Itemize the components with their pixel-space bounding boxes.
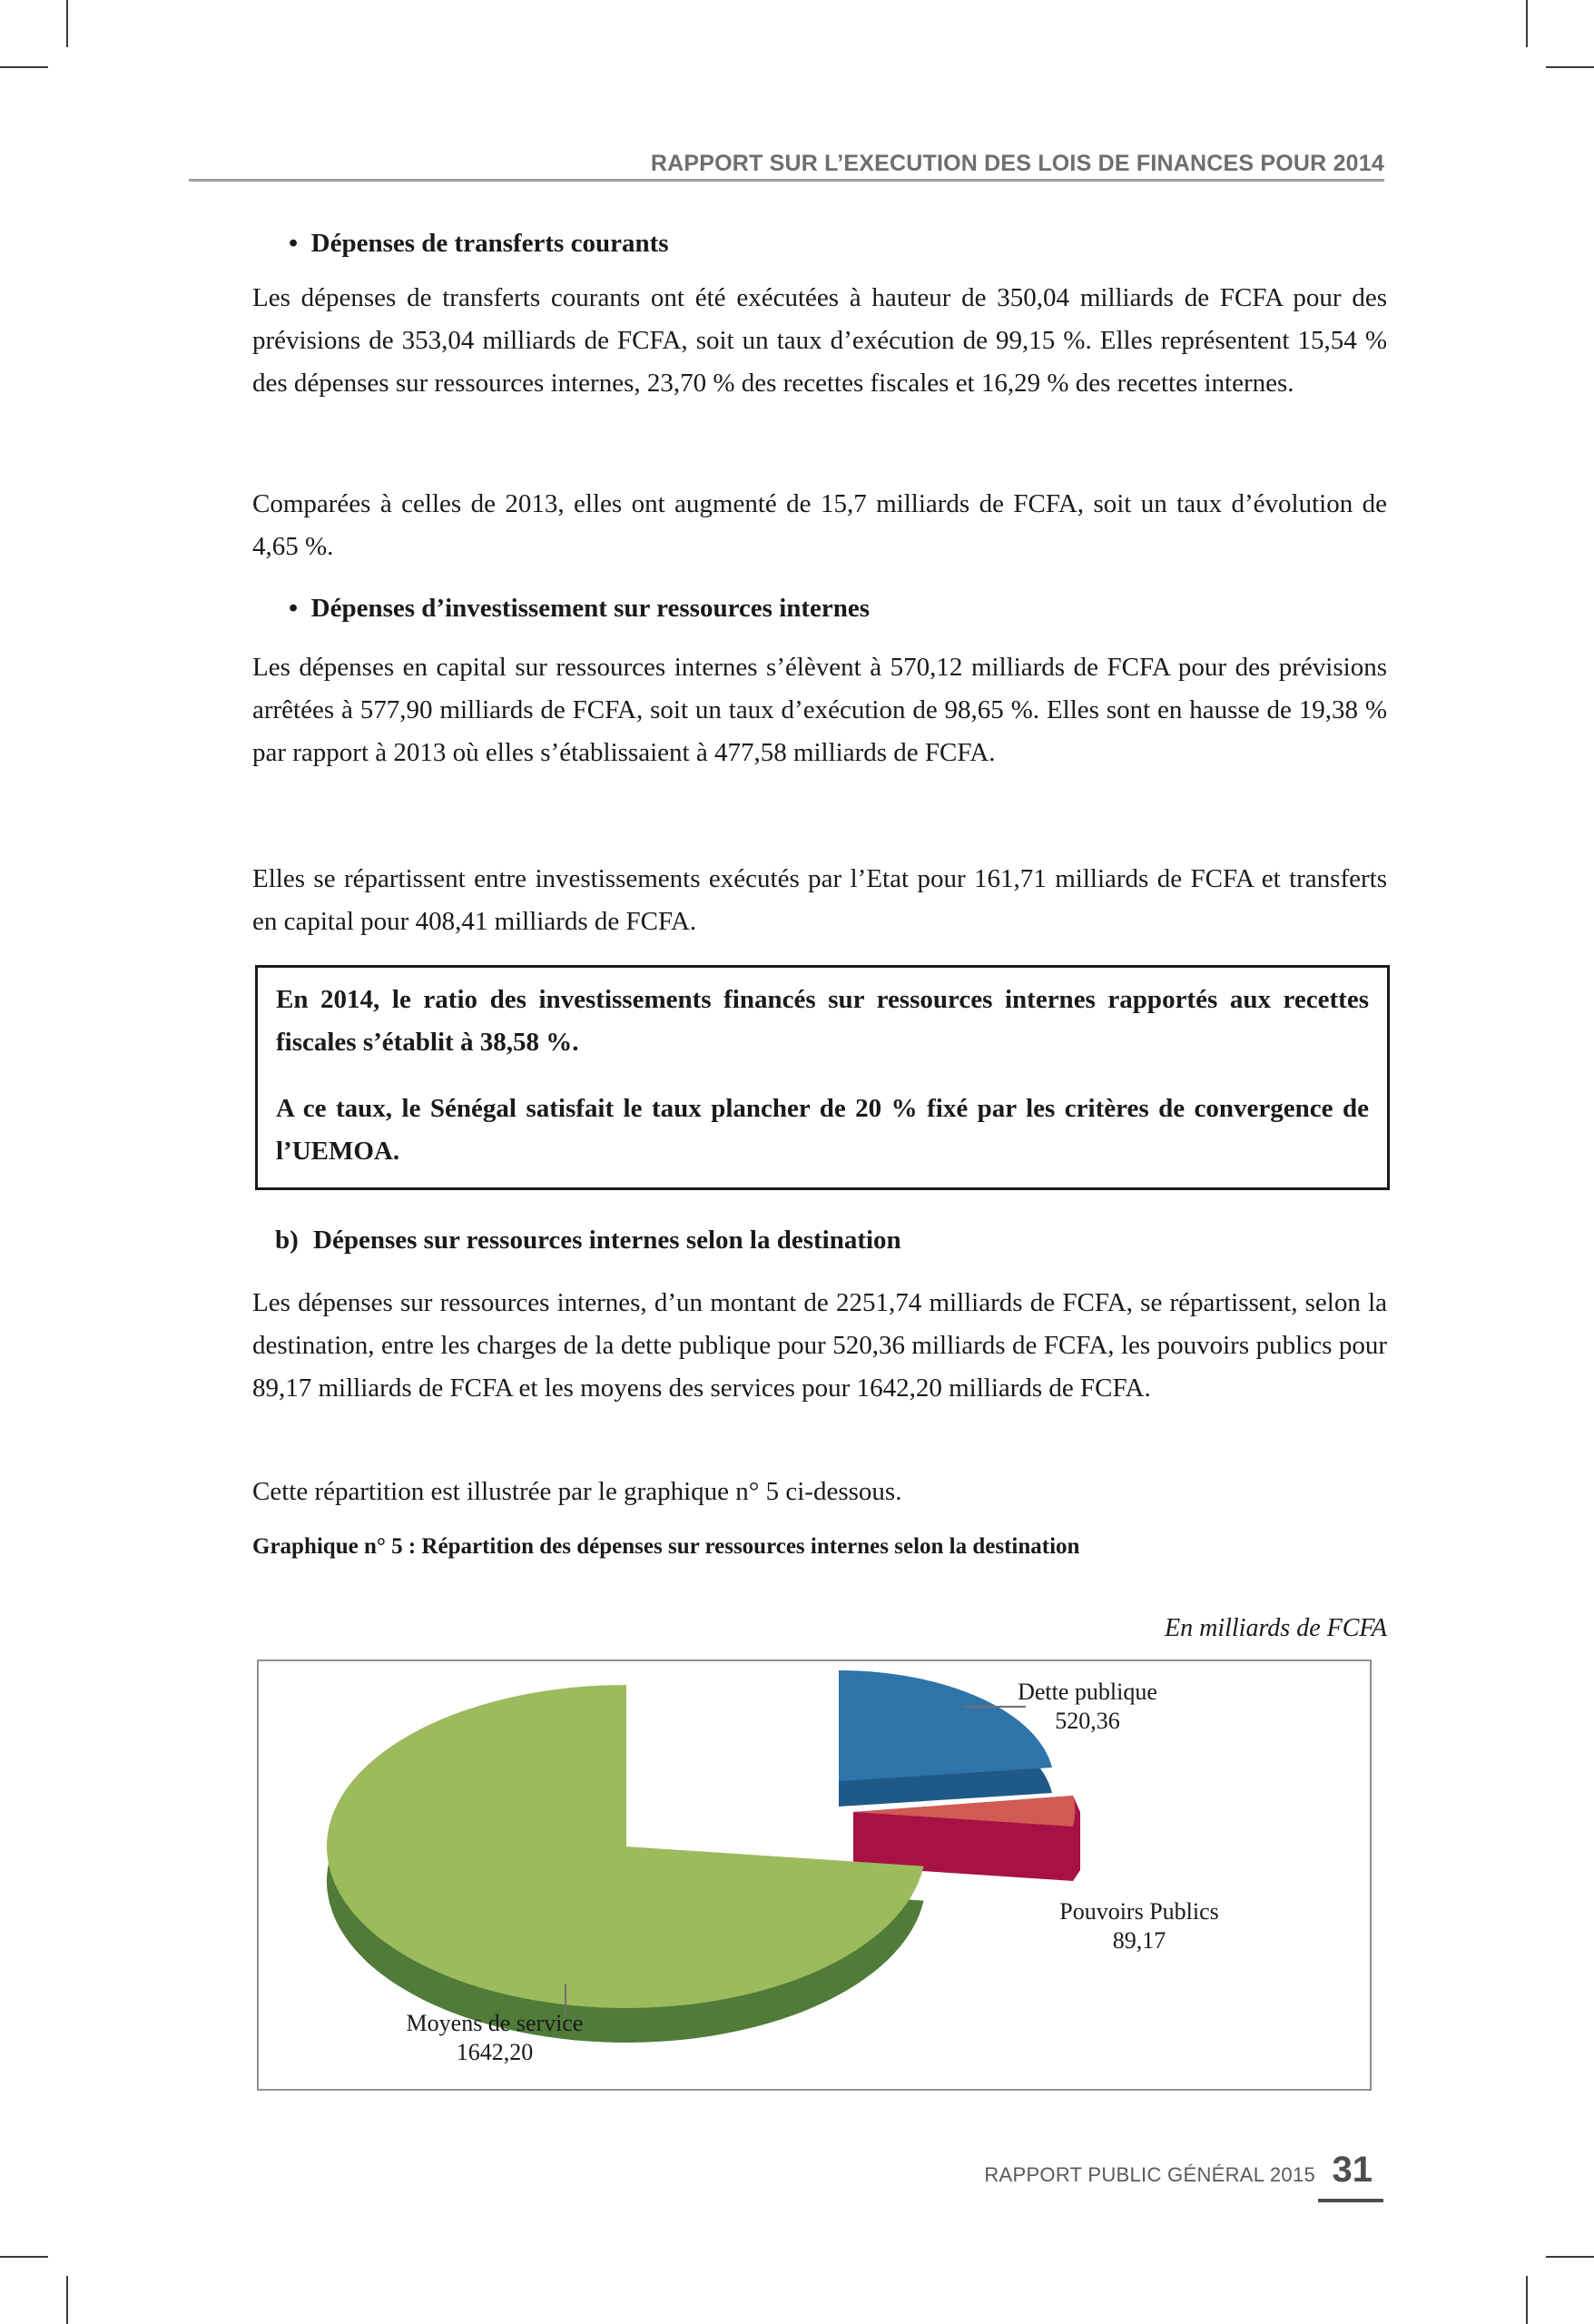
heading-text: Dépenses de transferts courants	[310, 229, 669, 258]
crop-mark-bottom-left-v	[66, 2276, 68, 2324]
section-b-title: Dépenses sur ressources internes selon la destination	[313, 1226, 901, 1255]
running-header-title: RAPPORT SUR L’EXECUTION DES LOIS DE FINANCES POUR 2014	[650, 151, 1384, 176]
section-b-label: b)	[275, 1226, 299, 1255]
pie-label-pouvoirs-value: 89,17	[1112, 1927, 1166, 1954]
heading-investissement	[289, 592, 870, 625]
bullet-glyph: •	[289, 229, 299, 258]
pie-chart-frame	[257, 1659, 1372, 2091]
callout-ratio: En 2014, le ratio des investissements financés sur ressources internes rapportés aux recettes fiscales s’établit à 38,58 %.	[276, 985, 1369, 1057]
page-footer	[908, 2150, 1373, 2191]
callout-uemoa: A ce taux, le Sénégal satisfait le taux plancher de 20 % fixé par les critères de convergence de l’UEMOA.	[276, 1094, 1369, 1166]
pie-label-dette-value: 520,36	[1055, 1708, 1120, 1734]
pie-label-pouvoirs	[1026, 1897, 1253, 1955]
paragraph-comparaison-2013: Comparées à celles de 2013, elles ont augmenté de 15,7 milliards de FCFA, soit un taux d’évolution de 4,65 %.	[252, 489, 1387, 561]
page-number: 31	[1332, 2150, 1373, 2190]
pie-label-moyens	[372, 2009, 617, 2067]
header-rule	[189, 179, 1384, 182]
crop-mark-bottom-right-v	[1526, 2276, 1528, 2324]
paragraph-graphique-ref: Cette répartition est illustrée par le graphique n° 5 ci-dessous.	[252, 1477, 902, 1506]
pie-label-moyens-name: Moyens de service	[406, 2010, 584, 2036]
crop-mark-bottom-left-h	[0, 2256, 48, 2258]
paragraph-depenses-capital: Les dépenses en capital sur ressources internes s’élèvent à 570,12 milliards de FCFA pour des prévisions arrêtées à 577,90 milliards de FCFA, soit un taux d’exécution de 98,65 %. Elles sont en hausse de 19,38 % par rapport à 2013 où elles s’établissaient à 477,58 milliards de FCFA.	[252, 653, 1387, 767]
chart-caption: Graphique n° 5 : Répartition des dépenses sur ressources internes selon la destination	[252, 1534, 1080, 1559]
chart-unit-note: En milliards de FCFA	[1165, 1614, 1387, 1642]
paragraph-transferts: Les dépenses de transferts courants ont été exécutées à hauteur de 350,04 milliards de FCFA pour des prévisions de 353,04 milliards de FCFA, soit un taux d’exécution de 99,15 %. Elles représentent 15,54 % des dépenses sur ressources internes, 23,70 % des recettes fiscales et 16,29 % des recettes internes.	[252, 283, 1387, 398]
pie-label-moyens-value: 1642,20	[456, 2039, 534, 2065]
crop-mark-top-right-h	[1546, 66, 1594, 68]
bullet-glyph: •	[289, 594, 299, 623]
crop-mark-top-left-v	[66, 0, 68, 47]
pie-label-pouvoirs-name: Pouvoirs Publics	[1059, 1898, 1219, 1925]
paragraph-repartition-etat: Elles se répartissent entre investissements exécutés par l’Etat pour 161,71 milliards de FCFA et transferts en capital pour 408,41 milliards de FCFA.	[252, 864, 1387, 936]
crop-mark-bottom-right-h	[1546, 2256, 1594, 2258]
callout-box	[255, 965, 1390, 1190]
crop-mark-top-right-v	[1526, 0, 1528, 47]
footer-report-title: RAPPORT PUBLIC GÉNÉRAL 2015	[984, 2163, 1316, 2186]
heading-transferts-courants	[289, 227, 669, 260]
pie-label-dette	[983, 1678, 1192, 1736]
footer-rule	[1318, 2199, 1383, 2202]
paragraph-destination: Les dépenses sur ressources internes, d’un montant de 2251,74 milliards de FCFA, se répartissent, selon la destination, entre les charges de la dette publique pour 520,36 milliards de FCFA, les pouvoirs publics pour 89,17 milliards de FCFA et les moyens des services pour 1642,20 milliards de FCFA.	[252, 1288, 1387, 1403]
crop-mark-top-left-h	[0, 66, 48, 68]
pie-slice-moyens-top[interactable]	[327, 1685, 924, 2008]
heading-text: Dépenses d’investissement sur ressources internes	[310, 594, 871, 623]
pie-label-dette-name: Dette publique	[1018, 1679, 1157, 1705]
